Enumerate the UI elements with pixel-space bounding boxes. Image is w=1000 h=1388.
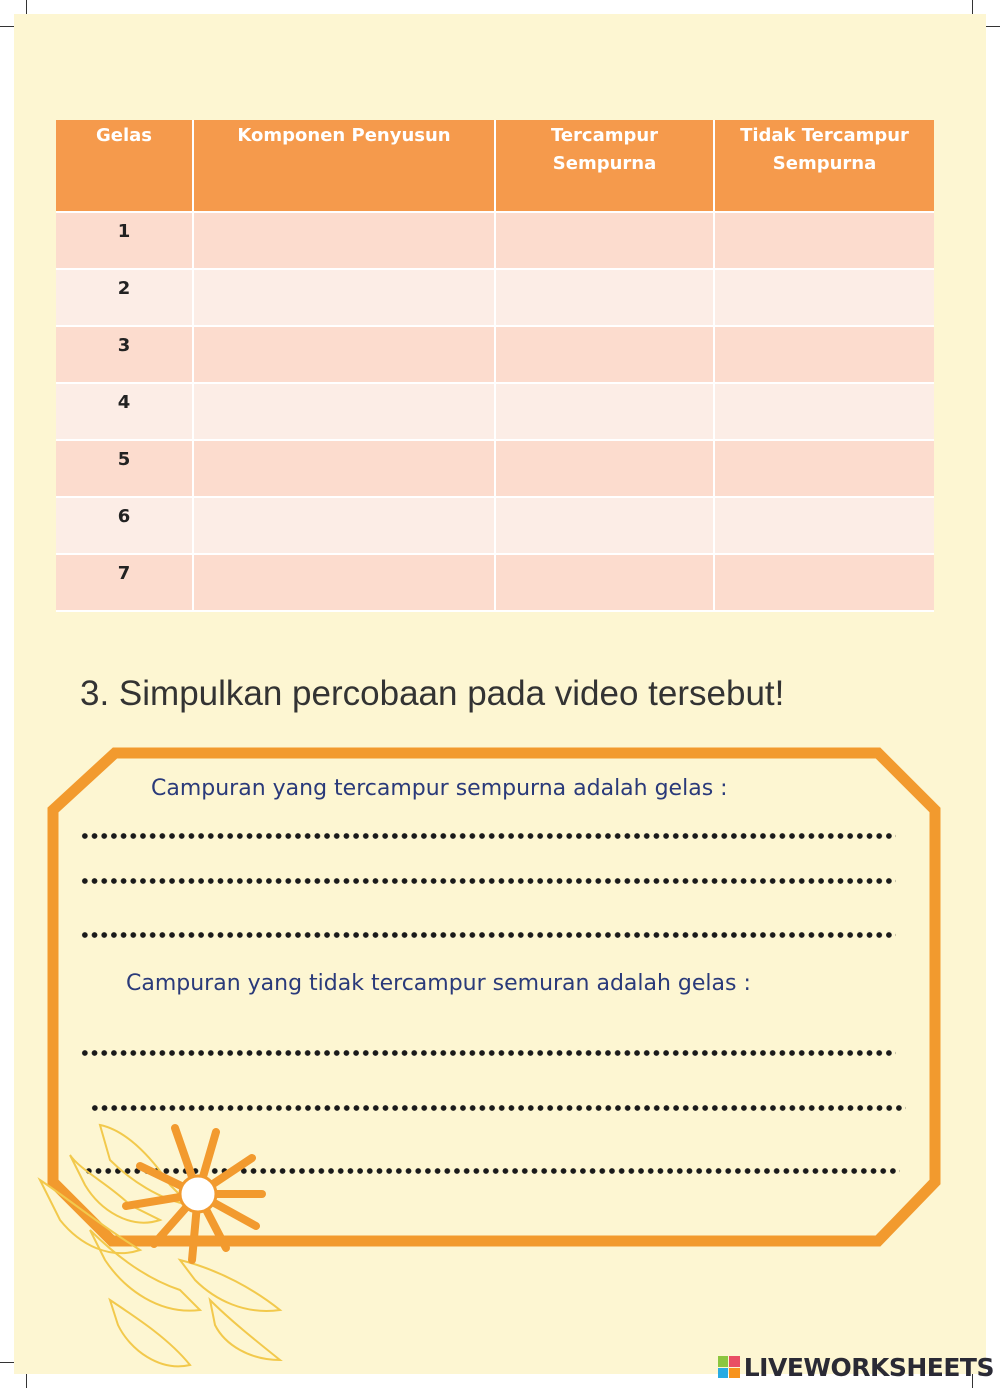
table-row xyxy=(56,440,934,497)
answer-prompt-tidak-tercampur: Campuran yang tidak tercampur semuran adalah gelas : xyxy=(126,971,751,996)
tercampur-cell[interactable] xyxy=(495,383,714,440)
tidak-tercampur-cell[interactable] xyxy=(714,212,934,269)
table-header-row xyxy=(56,120,934,212)
gelas-number: 5 xyxy=(56,440,193,497)
tidak-tercampur-cell[interactable] xyxy=(714,440,934,497)
answer-line[interactable] xyxy=(80,874,896,888)
tercampur-cell[interactable] xyxy=(495,326,714,383)
komponen-cell[interactable] xyxy=(193,554,495,611)
answer-line[interactable] xyxy=(80,928,896,942)
gelas-number: 7 xyxy=(56,554,193,611)
table-row xyxy=(56,383,934,440)
header-tercampur-sempurna: Tercampur Sempurna xyxy=(495,120,714,212)
crop-mark xyxy=(26,1374,27,1388)
tercampur-cell[interactable] xyxy=(495,212,714,269)
observation-table xyxy=(56,120,934,612)
liveworksheets-logo xyxy=(718,1352,994,1382)
tercampur-cell[interactable] xyxy=(495,497,714,554)
answer-prompt-tercampur: Campuran yang tercampur sempurna adalah gelas : xyxy=(151,776,728,801)
table-row xyxy=(56,554,934,611)
tidak-tercampur-cell[interactable] xyxy=(714,269,934,326)
gelas-number: 6 xyxy=(56,497,193,554)
liveworksheets-logo-icon xyxy=(718,1356,740,1378)
gelas-number: 3 xyxy=(56,326,193,383)
tercampur-cell[interactable] xyxy=(495,269,714,326)
flower-decoration-icon xyxy=(30,1110,310,1380)
gelas-number: 2 xyxy=(56,269,193,326)
header-gelas: Gelas xyxy=(56,120,193,212)
answer-line[interactable] xyxy=(80,1046,896,1060)
komponen-cell[interactable] xyxy=(193,497,495,554)
question-3-heading: 3. Simpulkan percobaan pada video tersebut! xyxy=(80,674,785,713)
gelas-number: 1 xyxy=(56,212,193,269)
komponen-cell[interactable] xyxy=(193,212,495,269)
tidak-tercampur-cell[interactable] xyxy=(714,383,934,440)
table-row xyxy=(56,212,934,269)
table-row xyxy=(56,497,934,554)
crop-mark xyxy=(0,1362,14,1363)
crop-mark xyxy=(0,26,14,27)
komponen-cell[interactable] xyxy=(193,383,495,440)
komponen-cell[interactable] xyxy=(193,326,495,383)
komponen-cell[interactable] xyxy=(193,440,495,497)
tidak-tercampur-cell[interactable] xyxy=(714,554,934,611)
crop-mark xyxy=(26,0,27,14)
table-row xyxy=(56,269,934,326)
tercampur-cell[interactable] xyxy=(495,554,714,611)
tercampur-cell[interactable] xyxy=(495,440,714,497)
answer-line[interactable] xyxy=(80,829,896,843)
tidak-tercampur-cell[interactable] xyxy=(714,497,934,554)
header-komponen-penyusun: Komponen Penyusun xyxy=(193,120,495,212)
tidak-tercampur-cell[interactable] xyxy=(714,326,934,383)
crop-mark xyxy=(972,0,973,14)
crop-mark xyxy=(986,26,1000,27)
gelas-number: 4 xyxy=(56,383,193,440)
header-tidak-tercampur-sempurna: Tidak Tercampur Sempurna xyxy=(714,120,934,212)
liveworksheets-logo-text: LIVEWORKSHEETS xyxy=(743,1352,994,1382)
komponen-cell[interactable] xyxy=(193,269,495,326)
table-row xyxy=(56,326,934,383)
